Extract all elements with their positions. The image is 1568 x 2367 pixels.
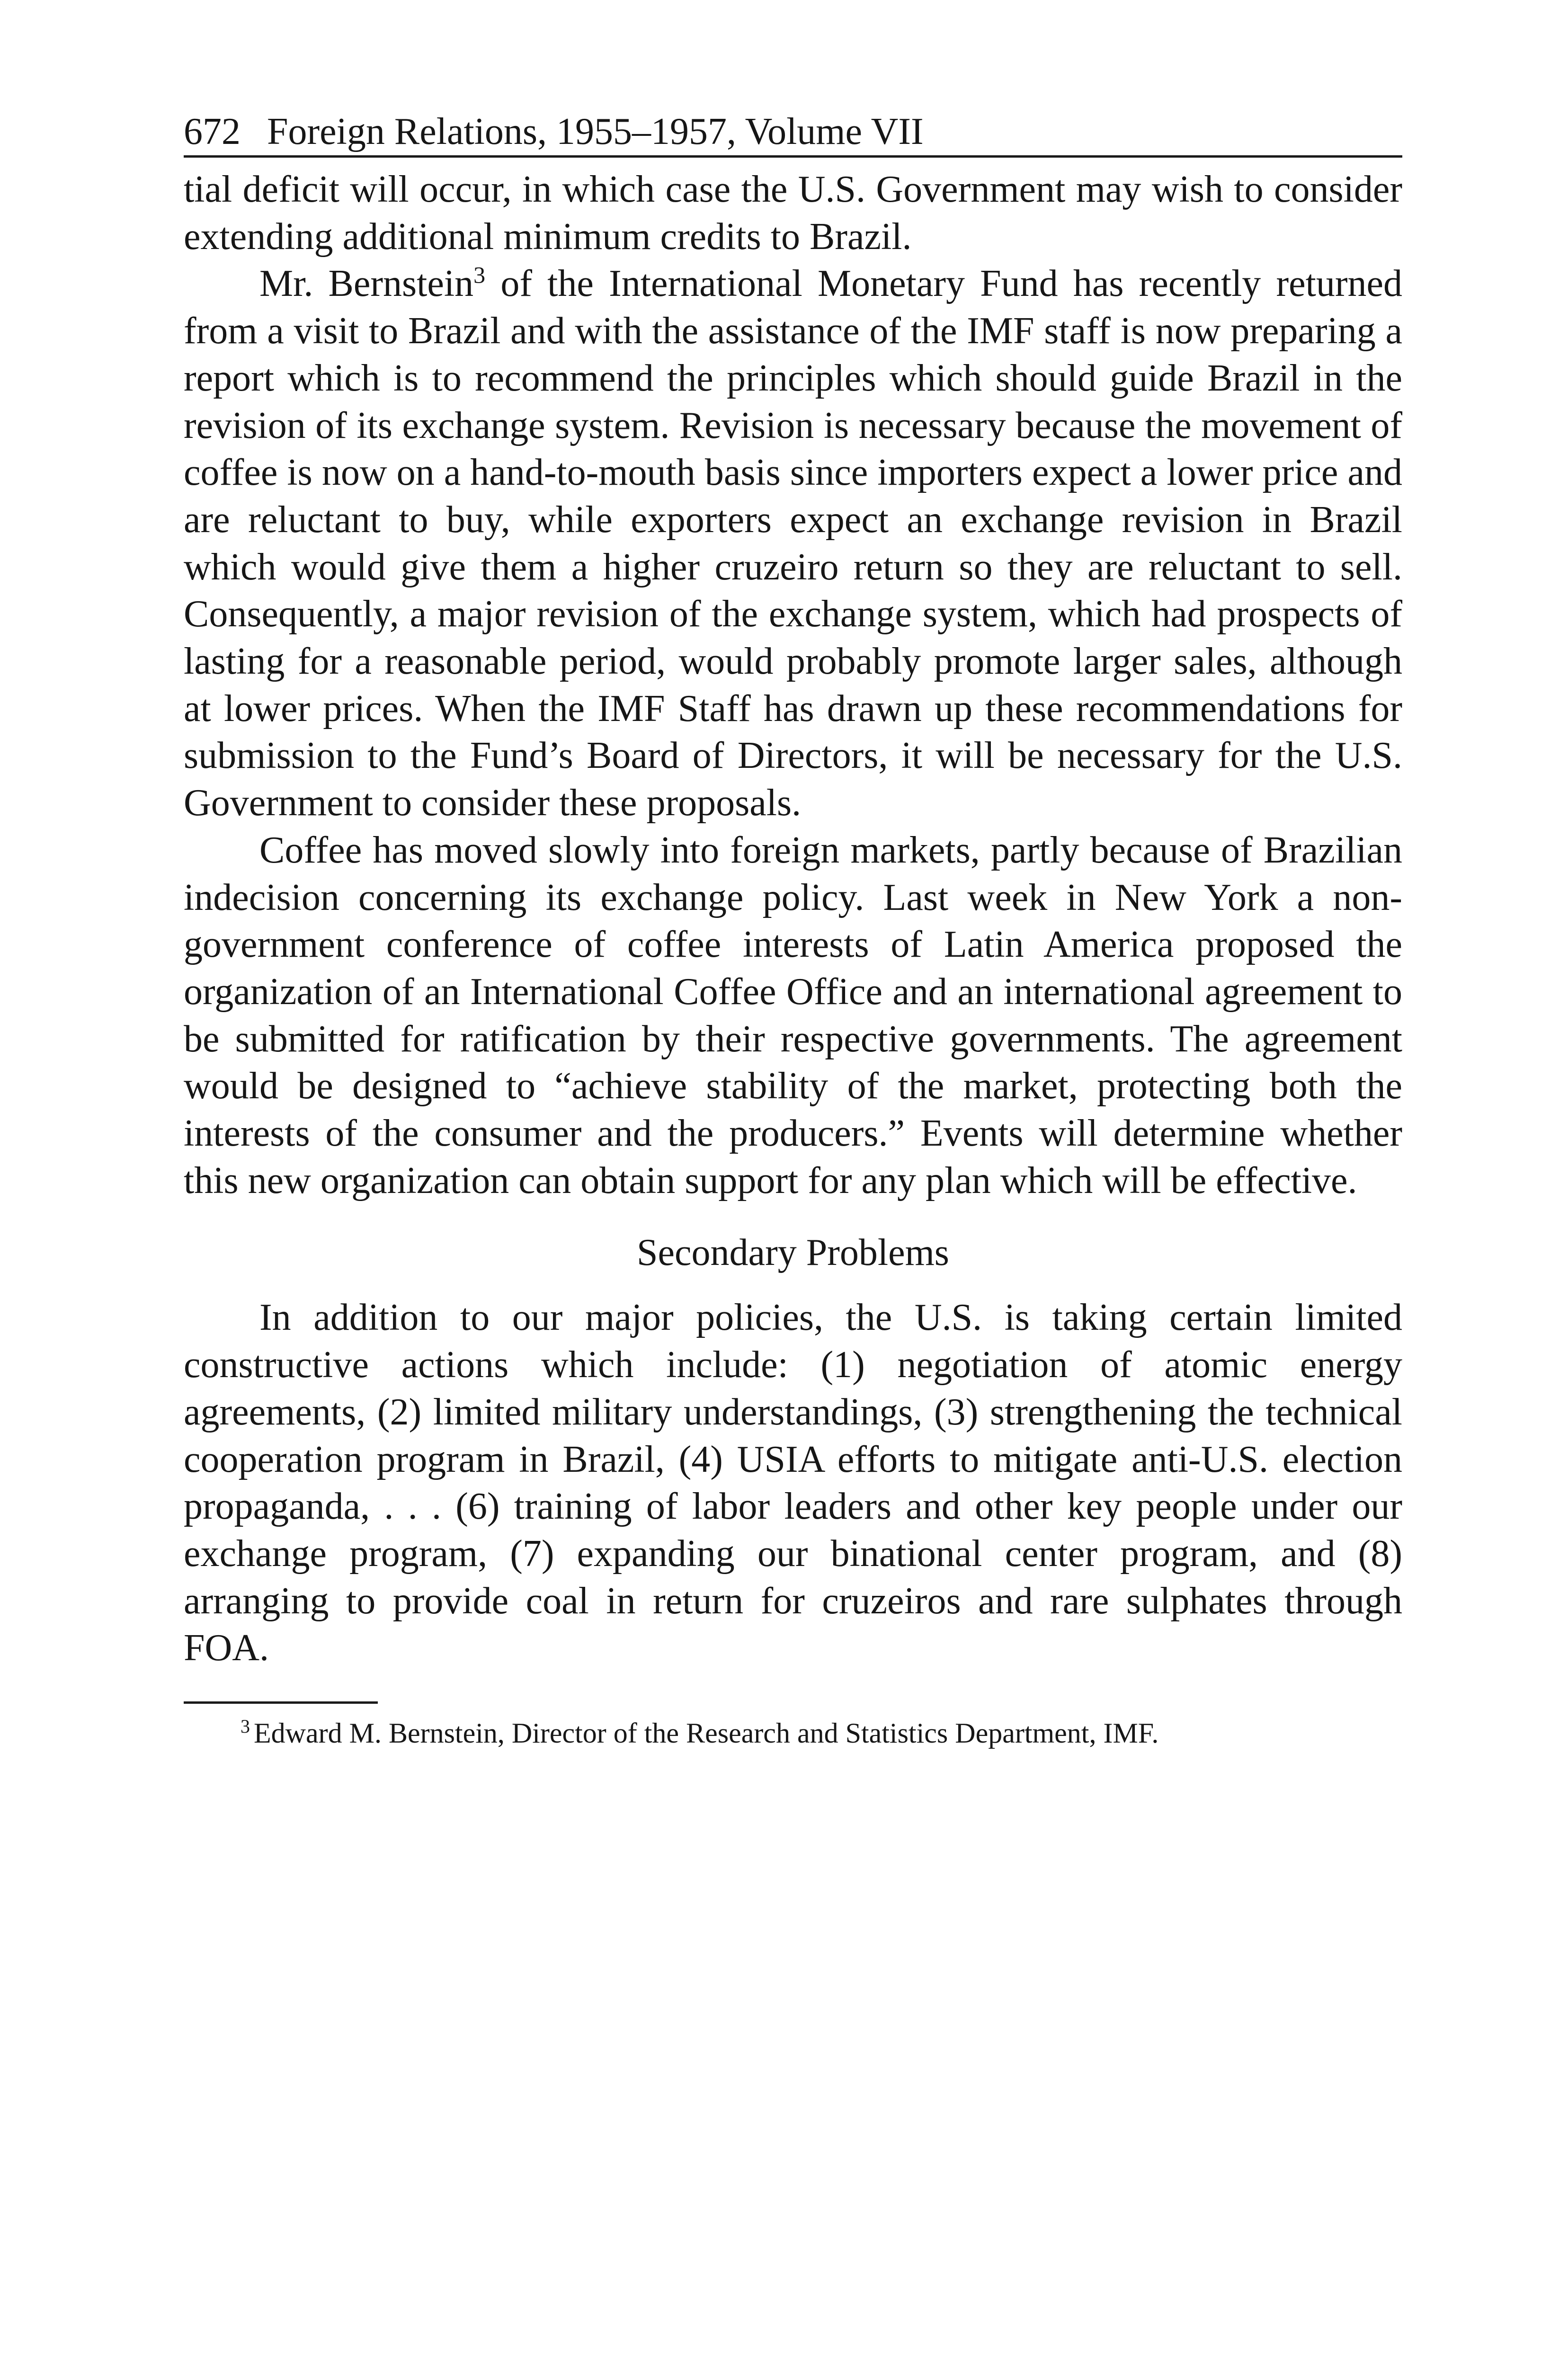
paragraph-bernstein-start: Mr. Bernstein <box>259 263 474 305</box>
document-page <box>184 109 1402 1751</box>
paragraph-secondary-problems: In addition to our major policies, the U.S. is taking certain limited constructive actions which include: (1) negotiation of atomic energy agreements, (2) limited military understandings, (3) strengthening the technical cooperation program in Brazil, (4) USIA efforts to mitigate anti-U.S. election propaganda, . . . (6) training of labor leaders and other key people under our exchange program, (7) expanding our binational center program, and (8) arranging to provide coal in return for cruzeiros and rare sulphates through FOA. <box>184 1297 1402 1669</box>
section-heading: Secondary Problems <box>637 1232 949 1274</box>
footnote <box>184 1715 1402 1751</box>
running-head <box>184 109 1402 158</box>
body-text <box>184 166 1402 1672</box>
paragraph-coffee: Coffee has moved slowly into foreign markets, partly because of Brazilian indecision concerning its exchange policy. Last week in New York a non-government conference of coffee interests of Latin America proposed the organization of an International Coffee Office and an international agreement to be submitted for ratification by their respective governments. The agreement would be designed to “achieve stability of the market, protecting both the interests of the consumer and the producers.” Events will determine whether this new organization can obtain support for any plan which will be effective. <box>184 829 1402 1201</box>
footnote-reference-3: 3 <box>473 261 486 288</box>
running-title: Foreign Relations, 1955–1957, Volume VII <box>267 111 924 152</box>
paragraph-continuation: tial deficit will occur, in which case the U.S. Government may wish to consider extending additional minimum credits to Brazil. <box>184 169 1402 258</box>
paragraph-bernstein <box>184 260 1402 827</box>
paragraph-bernstein-rest: of the International Monetary Fund has recently returned from a visit to Brazil and with the assistance of the IMF staff is now preparing a report which is to recommend the principles which should guide Brazil in the revision of its exchange system. Revision is necessary because the movement of coffee is now on a hand-to-mouth basis since importers expect a lower price and are reluctant to buy, while exporters expect an exchange revision in Brazil which would give them a higher cruzeiro return so they are reluctant to sell. Consequently, a major revision of the exchange system, which had prospects of lasting for a reasonable period, would probably promote larger sales, although at lower prices. When the IMF Staff has drawn up these recommendations for submission to the Fund’s Board of Directors, it will be necessary for the U.S. Government to consider these proposals. <box>184 263 1403 824</box>
footnote-text: Edward M. Bernstein, Director of the Research and Statistics Department, IMF. <box>254 1717 1159 1749</box>
footnote-rule <box>184 1701 378 1704</box>
page-number: 672 <box>184 111 241 152</box>
footnote-number: 3 <box>241 1716 250 1737</box>
